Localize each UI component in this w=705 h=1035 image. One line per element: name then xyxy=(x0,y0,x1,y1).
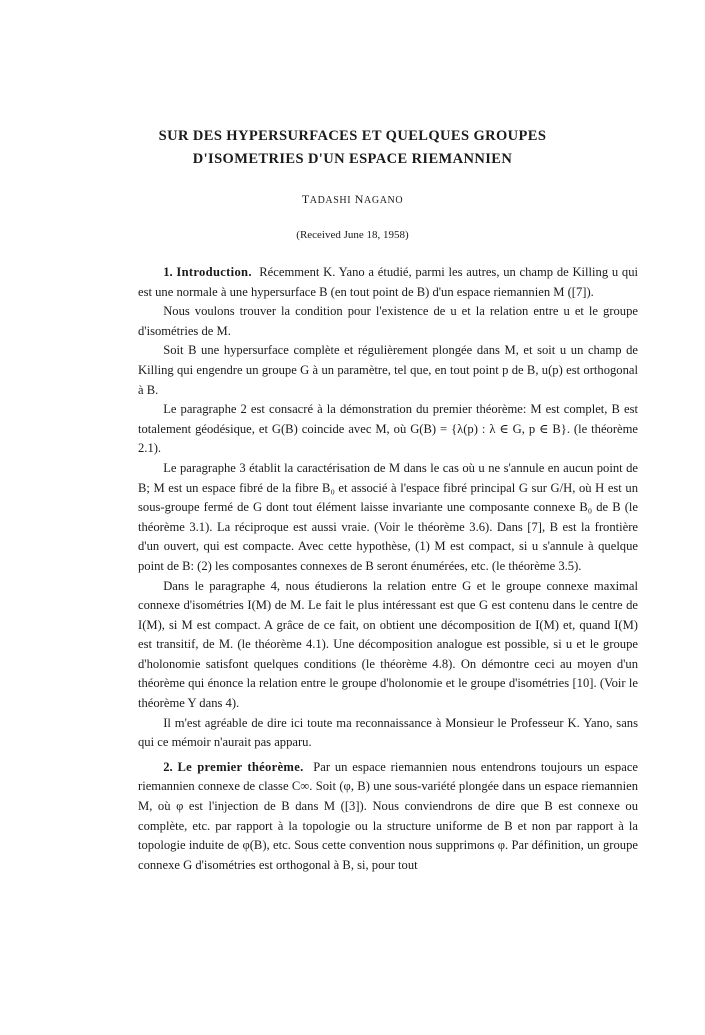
section-1-paragraph-6: Dans le paragraphe 4, nous étudierons la relation entre G et le groupe connexe maximal connexe d'isométries I(M) de M. Le fait le plus intéressant est que G est contenu dans le centre de I(M), si M est compact. A grâce de ce fait, on obtient une décomposition de I(M) et, quand I(M) est transitif, de M. (le théorème 4.1). Une décomposition analogue est possible, si u et le groupe d'holonomie satisfont quelques conditions (le théorème 4.8). On démontre ceci au moyen d'un théorème qui énonce la relation entre le groupe d'holonomie et le groupe d'isométries [10]. (Voir le théorème Y dans 4). xyxy=(138,578,638,711)
section-2-paragraph xyxy=(138,758,638,876)
section-1-paragraph-7: Il m'est agréable de dire ici toute ma reconnaissance à Monsieur le Professeur K. Yano, sans qui ce mémoir n'aurait pas apparu. xyxy=(138,715,638,750)
author-name xyxy=(0,192,705,207)
section-1-paragraph-4: Le paragraphe 2 est consacré à la démonstration du premier théorème: M est complet, B est totalement géodésique, et G(B) coincide avec M, où G(B) = {λ(p) : λ ∈ G, p ∈ B}. (le théorème 2.1). xyxy=(138,402,638,456)
section-2-text: Par un espace riemannien nous entendrons toujours un espace riemannien connexe de classe C∞. Soit (φ, B) une sous-variété plongée dans un espace riemannien M, où φ est l'injection de B dans M ([3]). Nous conviendrons de dire que B est connexe ou complète, etc. par rapport à la topologie ou la structure uniforme de B et non par rapport à la topologie induite de φ(B), etc. Sous cette convention nous supprimons φ. Par définition, un groupe connexe G d'isométries est orthogonal à B, si, pour tout xyxy=(138,759,638,872)
section-1-paragraph-5: Le paragraphe 3 établit la caractérisation de M dans le cas où u ne s'annule en aucun point de B; M est un espace fibré de la fibre B₀ et associé à l'espace fibré principal G sur G/H, où H est un sous-groupe fermé de G dont tout élément laisse invariante une composante connexe B₀ de B (le théorème 3.1). La réciproque est aussi vraie. (Voir le théorème 3.6). Dans [7], B est la frontière d'un ouvert, qui est compacte. Avec cette hypothèse, (1) M est compact, si u s'annule à quelque point de B: (2) les composantes connexes de B seront énumérées, etc. (le théorème 3.5). xyxy=(138,460,638,573)
paper-title-line-2: D'ISOMETRIES D'UN ESPACE RIEMANNIEN xyxy=(192,151,513,167)
paper-body xyxy=(138,263,638,875)
section-1-heading: Introduction. xyxy=(176,265,252,279)
section-2-number: 2. xyxy=(163,759,173,774)
section-1-paragraph-3: Soit B une hypersurface complète et régulièrement plongée dans M, et soit u un champ de Killing qui engendre un groupe G à un paramètre, tel que, en tout point p de B, u(p) est orthogonal à B. xyxy=(138,343,638,397)
section-1-number: 1. xyxy=(163,265,173,279)
section-1-paragraph-2: Nous voulons trouver la condition pour l'existence de u et la relation entre u et le groupe d'isométries de M. xyxy=(138,304,638,338)
author-first-rest: ADASHI xyxy=(309,195,352,206)
section-1-paragraph-1: Récemment K. Yano a étudié, parmi les autres, un champ de Killing u qui est une normale à une hypersurface B (en tout point de B) d'un espace riemannien M ([7]). xyxy=(138,265,639,299)
paper-title-line-1: SUR DES HYPERSURFACES ET QUELQUES GROUPES xyxy=(158,128,547,144)
author-last-initial: N xyxy=(354,192,365,206)
section-1-intro-paragraph xyxy=(138,263,638,302)
received-date: (Received June 18, 1958) xyxy=(296,229,409,241)
section-2-heading: Le premier théorème. xyxy=(177,759,304,774)
author-last-rest: AGANO xyxy=(364,195,404,206)
author-first-initial: T xyxy=(301,192,310,206)
